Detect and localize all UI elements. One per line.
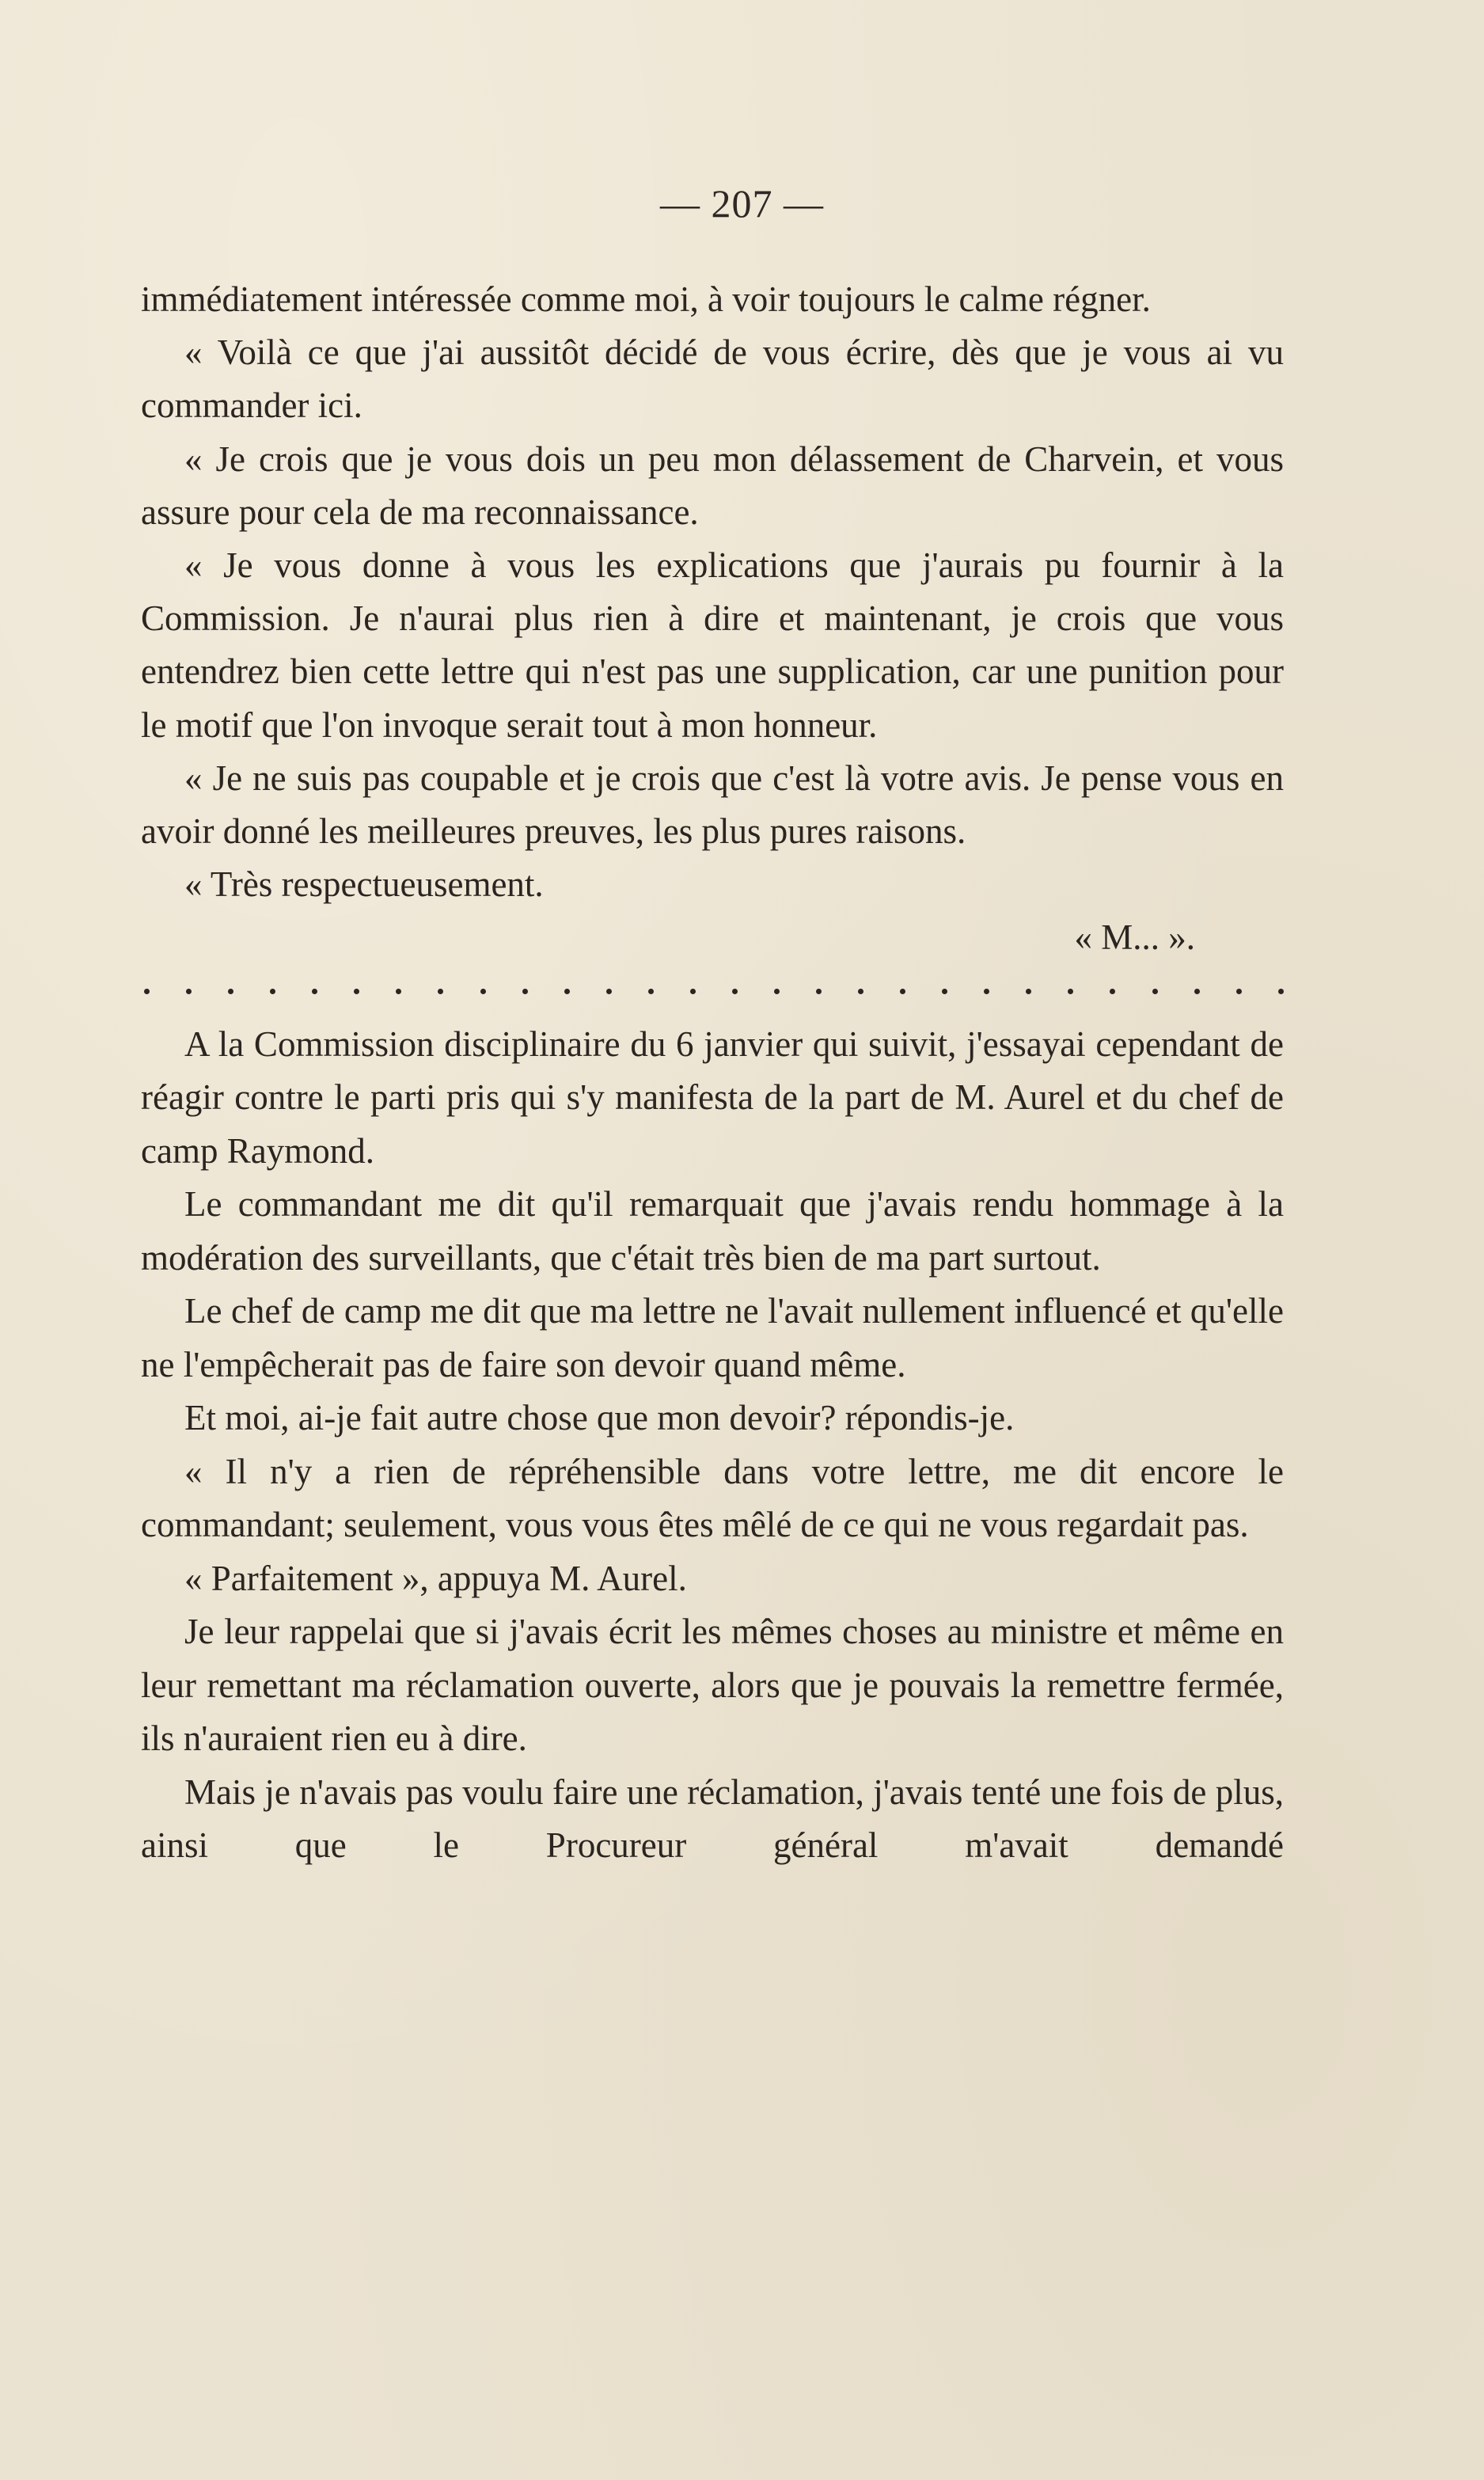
leader-dot — [522, 989, 528, 994]
leader-dot — [1026, 989, 1031, 994]
leader-dot — [1068, 989, 1073, 994]
paragraph: « Parfaitement », appuya M. Aurel. — [184, 1558, 687, 1598]
leader-dot — [732, 989, 738, 994]
dot-leader-separator — [141, 965, 1284, 1018]
leader-dot — [438, 989, 443, 994]
leader-dot — [1194, 989, 1200, 994]
leader-dot — [186, 989, 192, 994]
leader-dot — [396, 989, 401, 994]
paragraph: Je leur rappelai que si j'avais écrit les mêmes choses au ministre et même en leur remettant ma réclamation ouverte, alors que je pouvais la remettre fermée, ils n'auraient rien eu à dire. — [141, 1612, 1284, 1759]
leader-dot — [648, 989, 654, 994]
quoted-letter — [141, 273, 1284, 965]
paragraph: Le chef de camp me dit que ma lettre ne l'avait nullement influencé et qu'elle ne l'empêcherait pas de faire son devoir quand même. — [141, 1291, 1284, 1384]
page-number: — 207 — — [660, 181, 824, 226]
leader-dot — [942, 989, 947, 994]
page-body — [141, 273, 1284, 1873]
leader-dot — [984, 989, 989, 994]
leader-dot — [1278, 989, 1284, 994]
paragraph: « Je ne suis pas coupable et je crois que c'est là votre avis. Je pense vous en avoir donné les meilleures preuves, les plus pures raisons. — [141, 758, 1284, 852]
leader-dot — [312, 989, 317, 994]
leader-dot — [144, 989, 150, 994]
leader-dot — [858, 989, 863, 994]
leader-dot — [228, 989, 233, 994]
letter-signature: « M... ». — [1074, 917, 1195, 958]
narrative-text — [141, 1018, 1284, 1873]
leader-dot — [564, 989, 570, 994]
leader-dot — [690, 989, 696, 994]
leader-dot — [270, 989, 275, 994]
paragraph: « Voilà ce que j'ai aussitôt décidé de vous écrire, dès que je vous ai vu commander ici. — [141, 332, 1284, 426]
paragraph: « Très respectueusement. — [184, 864, 544, 905]
paragraph: A la Commission disciplinaire du 6 janvier qui suivit, j'essayai cependant de réagir contre le parti pris qui s'y manifesta de la part de M. Aurel et du chef de camp Raymond. — [141, 1024, 1284, 1171]
paragraph: « Il n'y a rien de répréhensible dans votre lettre, me dit encore le commandant; seulement, vous vous êtes mêlé de ce qui ne vous regardait pas. — [141, 1451, 1284, 1545]
leader-dot — [774, 989, 780, 994]
paragraph: immédiatement intéressée comme moi, à voir toujours le calme régner. — [141, 279, 1151, 319]
paragraph: « Je crois que je vous dois un peu mon délassement de Charvein, et vous assure pour cela de ma reconnaissance. — [141, 439, 1284, 532]
leader-dot — [816, 989, 822, 994]
leader-dot — [354, 989, 359, 994]
paragraph: Le commandant me dit qu'il remarquait que j'avais rendu hommage à la modération des surveillants, que c'était très bien de ma part surtout. — [141, 1184, 1284, 1278]
leader-dot — [1152, 989, 1158, 994]
leader-dot — [606, 989, 612, 994]
leader-dot — [1110, 989, 1115, 994]
paragraph: Mais je n'avais pas voulu faire une réclamation, j'avais tenté une fois de plus, ainsi que le Procureur général m'avait demandé — [141, 1772, 1284, 1866]
leader-dot — [480, 989, 486, 994]
paragraph: Et moi, ai-je fait autre chose que mon devoir? répondis-je. — [184, 1398, 1015, 1438]
leader-dot — [900, 989, 905, 994]
leader-dot — [1236, 989, 1242, 994]
paragraph: « Je vous donne à vous les explications que j'aurais pu fournir à la Commission. Je n'aurai plus rien à dire et maintenant, je crois que vous entendrez bien cette lettre qui n'est pas une supplication, car une punition pour le motif que l'on invoque serait tout à mon honneur. — [141, 545, 1284, 745]
